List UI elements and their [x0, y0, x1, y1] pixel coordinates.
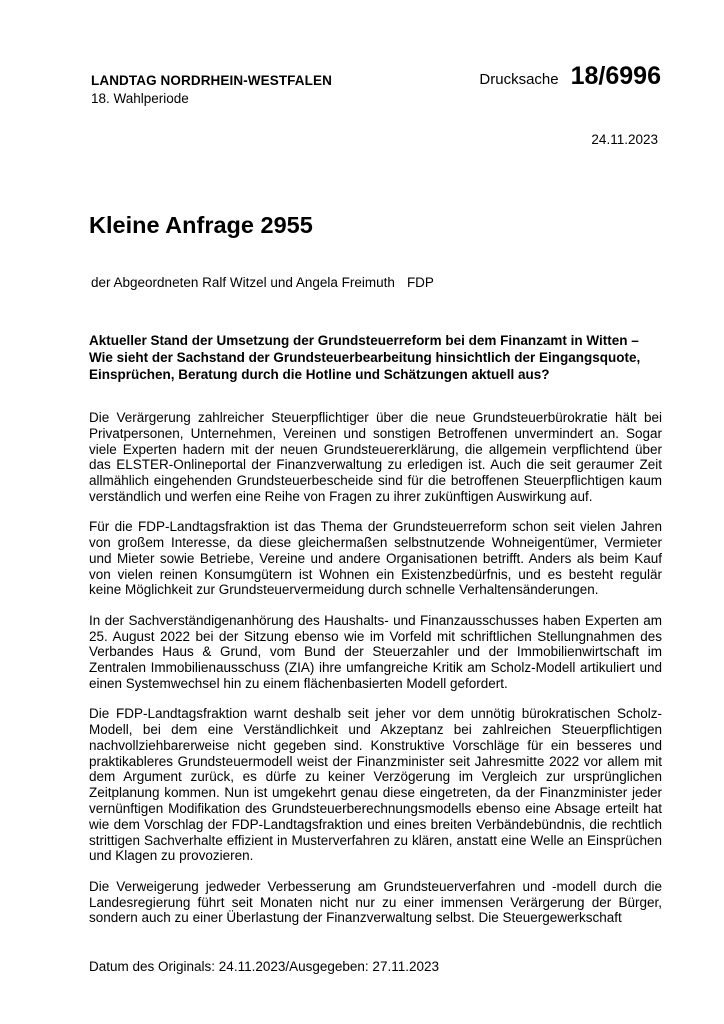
drucksache	[479, 62, 661, 91]
drucksache-number: 18/6996	[570, 62, 661, 90]
header-org: LANDTAG NORDRHEIN-WESTFALEN	[91, 73, 332, 88]
paragraph: Die Verweigerung jedweder Verbesserung am Grundsteuerverfahren und -modell durch die Landesregierung führt seit Monaten nicht nur zu einer immensen Verärgerung der Bürger, sondern auch zu einer Überlastung der Finanzverwaltung selbst. Die Steuergewerkschaft	[89, 878, 662, 926]
document-title: Kleine Anfrage 2955	[89, 212, 313, 238]
paragraph: Für die FDP-Landtagsfraktion ist das Thema der Grundsteuerreform schon seit vielen Jahren von großem Interesse, da diese gleichermaßen selbstnutzende Wohneigentümer, Vermieter und Mieter sowie Betriebe, Vereine und andere Organisationen betrifft. Anders als beim Kauf von vielen reinen Konsumgütern ist Wohnen ein Existenzbedürfnis, und es besteht regulär keine Möglichkeit zur Grundsteuervermeidung durch schnelle Verhaltensänderungen.	[89, 519, 662, 598]
paragraph: Die FDP-Landtagsfraktion warnt deshalb seit jeher vor dem unnötig bürokratischen Scholz-Modell, bei dem eine Verständlichkeit und Akzeptanz bei zahlreichen Steuerpflichtigen nachvollziehbarerweise nicht gegeben sind. Konstruktive Vorschläge für ein besseres und praktikableres Grundsteuermodell weist der Finanzminister seit Jahresmitte 2022 vor allem mit dem Argument zurück, es dürfe zu keiner Verzögerung im Vergleich zur ursprünglichen Zeitplanung kommen. Nun ist umgekehrt genau diese eingetreten, da der Finanzminister jeder vernünftigen Modifikation des Grundsteuerberechnungsmodells ebenso eine Absage erteilt hat wie dem Vorschlag der FDP-Landtagsfraktion und eines breiten Verbändebündnis, die rechtlich strittigen Sachverhalte effizient in Musterverfahren zu klären, anstatt eine Welle an Einsprüchen und Klagen zu provozieren.	[89, 706, 662, 864]
subject-heading: Aktueller Stand der Umsetzung der Grundsteuerreform bei dem Finanzamt in Witten – Wie sieht der Sachstand der Grundsteuerbearbeitung hinsichtlich der Eingangsquote, Einsprüchen, Beratung durch die Hotline und Schätzungen aktuell aus?	[89, 333, 641, 382]
body-text	[89, 410, 662, 941]
drucksache-label: Drucksache	[479, 71, 559, 88]
paragraph: In der Sachverständigenanhörung des Haushalts- und Finanzausschusses haben Experten am 25. August 2022 bei der Sitzung ebenso wie im Vorfeld mit schriftlichen Stellungnahmen des Verbandes Haus & Grund, vom Bund der Steuerzahler und der Immobilienwirtschaft im Zentralen Immobilienausschuss (ZIA) ihre umfangreiche Kritik am Scholz-Modell artikuliert und einen Systemwechsel hin zu einem flächenbasierten Modell gefordert.	[89, 612, 662, 691]
authors-line	[91, 275, 434, 290]
header-period: 18. Wahlperiode	[91, 91, 189, 106]
document-date: 24.11.2023	[591, 132, 658, 147]
paragraph: Die Verärgerung zahlreicher Steuerpflichtiger über die neue Grundsteuerbürokratie hält bei Privatpersonen, Unternehmen, Vereinen und sonstigen Betroffenen unvermindert an. Sogar viele Experten hadern mit der neuen Grundsteuererklärung, die allgemein verpflichtend über das ELSTER-Onlineportal der Finanzverwaltung zu erledigen ist. Auch die seit geraumer Zeit allmählich eingehenden Grundsteuerbescheide sind für die betroffenen Steuerpflichtigen kaum verständlich und werfen eine Reihe von Fragen zu ihrer zukünftigen Auswirkung auf.	[89, 410, 662, 504]
party-label: FDP	[406, 275, 434, 290]
footer-date-line: Datum des Originals: 24.11.2023/Ausgegeben: 27.11.2023	[89, 959, 439, 974]
authors-text: der Abgeordneten Ralf Witzel und Angela Freimuth	[91, 275, 395, 290]
